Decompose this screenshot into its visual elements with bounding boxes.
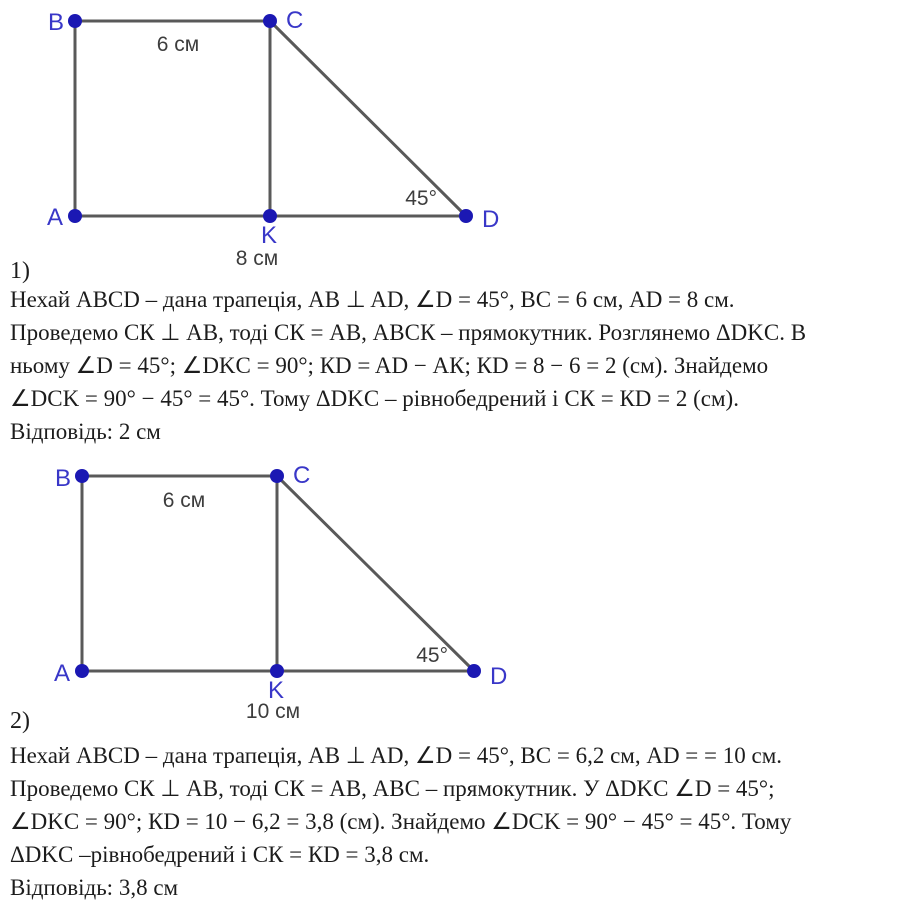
solution-1-line-4: ∠DCK = 90° − 45° = 45°. Тому ΔDKC – рівнобедрений і СК = КD = 2 (см). [10, 386, 739, 411]
solution-1-text [10, 283, 806, 448]
vertex-label-b: B [47, 9, 64, 36]
vertex-label-k: K [260, 222, 278, 249]
angle-d-label: 45° [405, 187, 437, 210]
vertex-label-a: A [53, 660, 70, 687]
vertex-dot-a [75, 664, 89, 678]
vertex-label-d: D [490, 663, 508, 690]
solution-1-line-1: Нехай ABCD – дана трапеція, AB ⊥ AD, ∠D = 45°, BC = 6 см, AD = 8 см. [10, 287, 735, 312]
solution-2-text [10, 739, 791, 904]
solution-2-line-4: ΔDKC –рівнобедрений і СК = КD = 3,8 см. [10, 842, 430, 867]
solution-2-line-3: ∠DKC = 90°; КD = 10 − 6,2 = 3,8 (см). Знайдемо ∠DCK = 90° − 45° = 45°. Тому [10, 809, 792, 834]
vertex-label-c: C [286, 7, 304, 34]
vertex-label-c: C [293, 462, 311, 489]
vertex-dot-c [263, 14, 277, 28]
solution-2-answer: Відповідь: 3,8 см [10, 875, 179, 900]
solution-1-answer: Відповідь: 2 см [10, 419, 161, 444]
top-measure-label: 6 см [162, 489, 206, 512]
solution-1-line-2: Проведемо СК ⊥ АВ, тоді СК = АВ, АВСК – прямокутник. Розглянемо ΔDKC. В [10, 320, 807, 345]
problem-1-number: 1) [10, 258, 30, 284]
solution-2-line-2: Проведемо СК ⊥ АВ, тоді СК = АВ, АВС – прямокутник. У ΔDKC ∠D = 45°; [10, 776, 775, 801]
vertex-dot-k [270, 664, 284, 678]
angle-d-label: 45° [416, 644, 448, 667]
vertex-dot-c [270, 469, 284, 483]
vertex-dot-a [68, 209, 82, 223]
vertex-dot-d [459, 209, 473, 223]
solution-1-line-3: ньому ∠D = 45°; ∠DKC = 90°; КD = AD − АК; КD = 8 − 6 = 2 (см). Знайдемо [10, 353, 769, 378]
side-cd-line [277, 476, 474, 671]
bottom-measure-label: 10 см [245, 700, 301, 723]
problem-2-number: 2) [10, 708, 30, 734]
vertex-dot-b [68, 14, 82, 28]
vertex-label-k: K [267, 677, 285, 704]
vertex-dot-k [263, 209, 277, 223]
trapezoid-diagram-2 [0, 455, 545, 727]
vertex-label-d: D [482, 206, 500, 233]
vertex-label-a: A [46, 204, 63, 231]
solution-2-line-1: Нехай ABCD – дана трапеція, AB ⊥ AD, ∠D = 45°, BC = 6,2 см, AD = = 10 см. [10, 743, 783, 768]
top-measure-label: 6 см [156, 33, 200, 56]
trapezoid-diagram-1 [0, 0, 540, 272]
bottom-measure-label: 8 см [235, 247, 279, 270]
vertex-dot-b [75, 469, 89, 483]
vertex-dot-d [467, 664, 481, 678]
vertex-label-b: B [54, 465, 71, 492]
